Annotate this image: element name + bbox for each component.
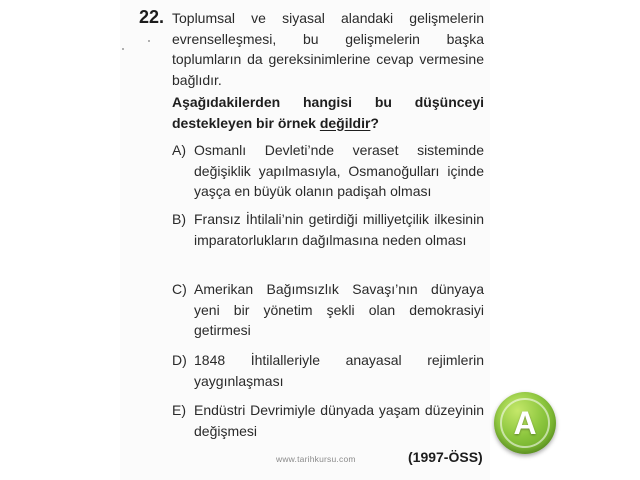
option-a[interactable] <box>172 140 484 202</box>
question-prompt <box>172 92 484 133</box>
option-d[interactable] <box>172 350 484 391</box>
option-letter: E) <box>172 402 186 418</box>
prompt-text: Aşağıdakilerden hangisi bu düşünceyi destekleyen bir örnek <box>172 94 484 131</box>
answer-badge <box>494 392 556 454</box>
site-watermark: www.tarihkursu.com <box>276 454 356 464</box>
option-text: Fransız İhtilali’nin getirdiği milliyetçilik ilkesinin imparatorlukların dağılmasına neden olması <box>194 211 484 248</box>
scan-speck <box>122 48 124 50</box>
option-letter: D) <box>172 352 187 368</box>
option-letter: C) <box>172 281 187 297</box>
question-stem: Toplumsal ve siyasal alandaki gelişmelerin evrenselleşmesi, bu gelişmelerin başka toplumların da gereksinimlerine cevap vermesine bağlıdır. <box>172 10 484 88</box>
option-text: Osmanlı Devleti’nde veraset sisteminde değişiklik yapılmasıyla, Osmanoğulları içinde yaşça en büyük olanın padişah olması <box>194 142 484 199</box>
option-text: 1848 İhtilalleriyle anayasal rejimlerin yaygınlaşması <box>194 352 484 389</box>
option-c[interactable] <box>172 279 484 341</box>
option-letter: B) <box>172 211 186 227</box>
option-e[interactable] <box>172 400 484 441</box>
option-letter: A) <box>172 142 186 158</box>
answer-letter: A <box>513 404 537 441</box>
exam-source: (1997-ÖSS) <box>408 449 483 465</box>
prompt-emphasis: değildir <box>319 114 371 131</box>
question-number: 22. <box>139 7 165 27</box>
option-b[interactable] <box>172 209 484 250</box>
option-text: Amerikan Bağımsızlık Savaşı’nın dünyaya yeni bir yönetim şekli olan demokrasiyi getirmesi <box>194 281 484 338</box>
option-text: Endüstri Devrimiyle dünyada yaşam düzeyinin değişmesi <box>194 402 484 439</box>
prompt-end: ? <box>370 114 379 131</box>
scan-speck <box>148 40 150 42</box>
